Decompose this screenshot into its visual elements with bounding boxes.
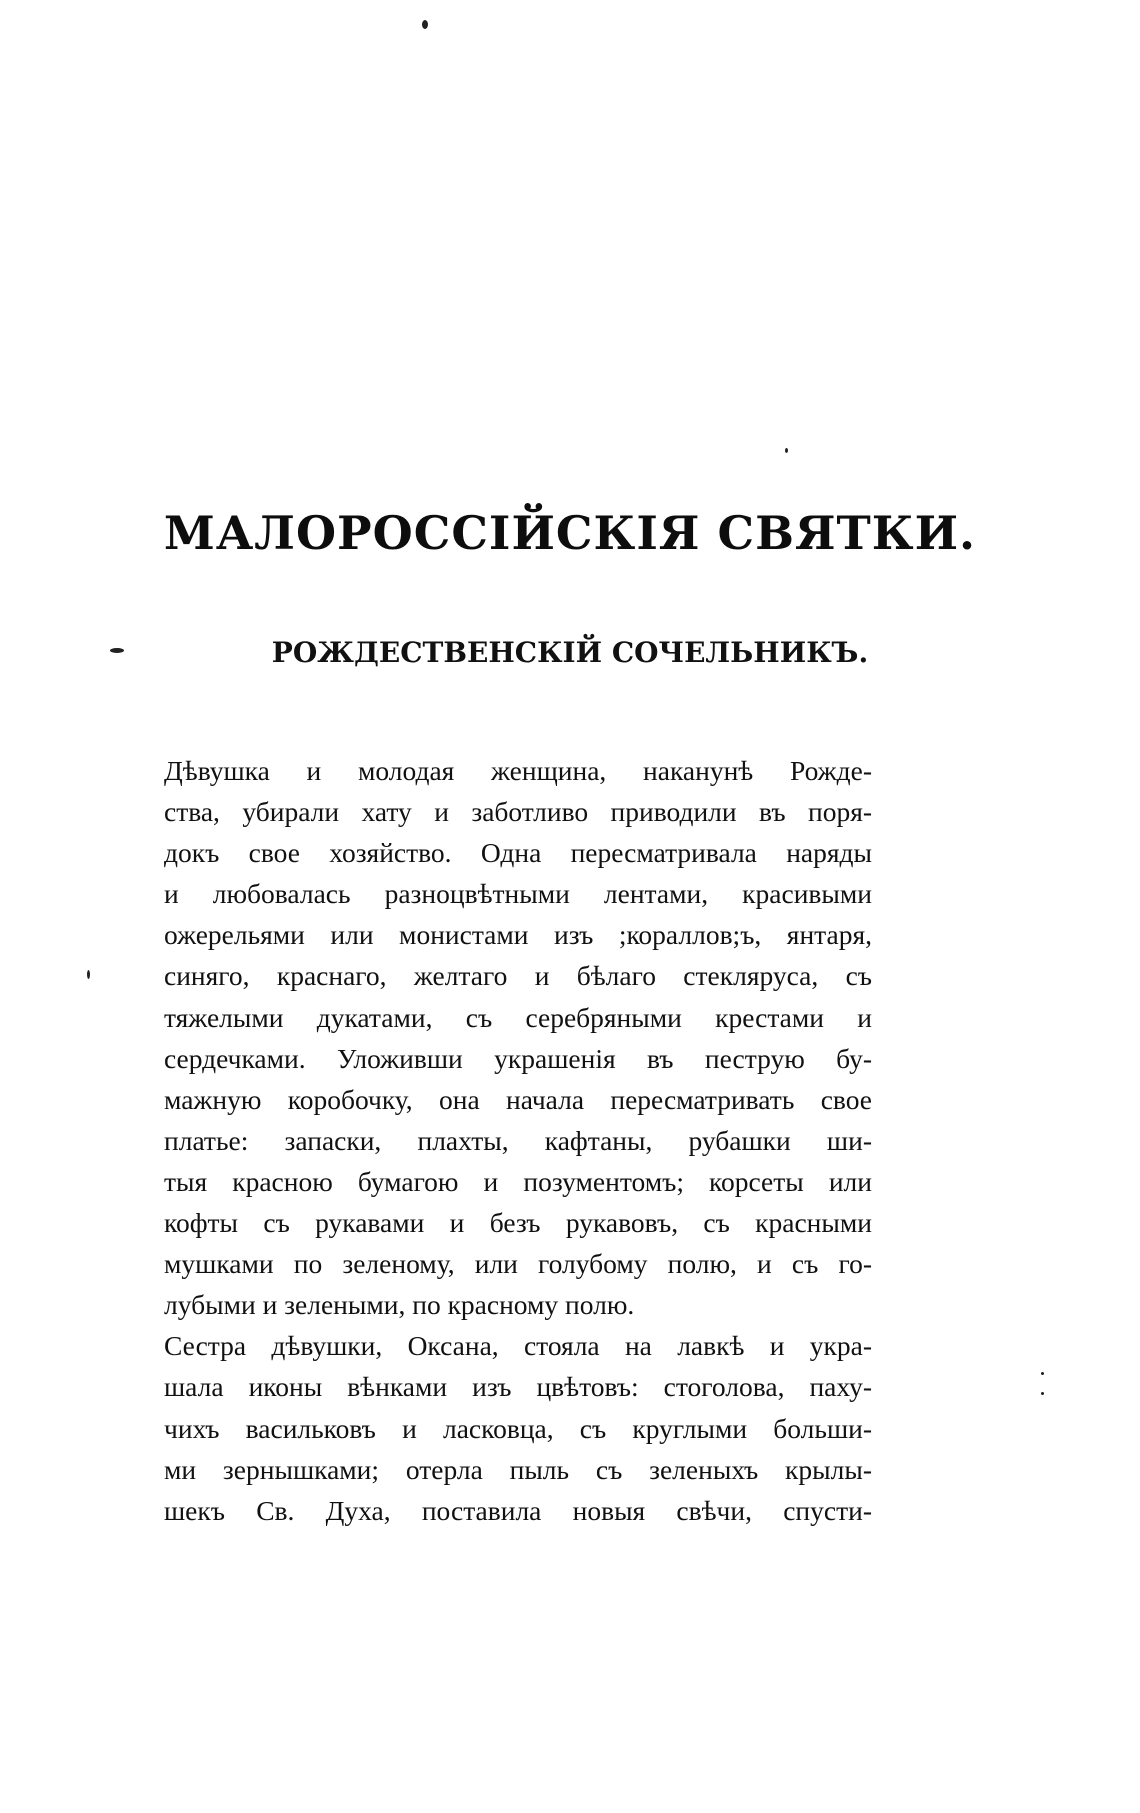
text-line: докъ свое хозяйство. Одна пересматривала наряды (164, 837, 872, 869)
ink-speck (785, 448, 788, 453)
text-line: тяжелыми дукатами, съ серебряными крестами и (164, 1001, 872, 1033)
text-line: шала иконы вѣнками изъ цвѣтовъ: стоголова, паху- (164, 1371, 872, 1403)
ink-speck (87, 970, 90, 979)
section-subtitle: РОЖДЕСТВЕНСКІЙ СОЧЕЛЬНИКЪ. (271, 636, 869, 669)
text-line: синяго, краснаго, желтаго и бѣлаго стекляруса, съ (164, 960, 872, 992)
ink-speck (1041, 1372, 1044, 1375)
ink-speck (110, 648, 124, 653)
text-line: Дѣвушка и молодая женщина, наканунѣ Рожде- (164, 755, 872, 786)
text-line: мажную коробочку, она начала пересматривать свое (164, 1083, 872, 1115)
text-line: ми зернышками; отерла пыль съ зеленыхъ крылы- (164, 1453, 872, 1485)
text-line: лубыми и зелеными, по красному полю. (164, 1289, 635, 1321)
chapter-title: МАЛОРОССІЙСКІЯ СВЯТКИ. (163, 506, 977, 560)
body-text (164, 750, 872, 1531)
text-line: шекъ Св. Духа, поставила новыя свѣчи, спусти- (164, 1494, 872, 1526)
text-line: кофты съ рукавами и безъ рукавовъ, съ красными (164, 1207, 872, 1239)
text-line: платье: запаски, плахты, кафтаны, рубашки ши- (164, 1124, 872, 1156)
text-line: и любовалась разноцвѣтными лентами, красивыми (164, 878, 872, 910)
text-line: сердечками. Уложивши украшенія въ пеструю бу- (164, 1042, 872, 1074)
text-line: чихъ васильковъ и ласковца, съ круглыми больши- (164, 1412, 872, 1444)
text-line: ства, убирали хату и заботливо приводили въ поря- (164, 796, 872, 828)
text-line: ожерельями или монистами изъ ;кораллов;ъ, янтаря, (164, 919, 872, 951)
ink-speck (1041, 1392, 1044, 1395)
ink-speck (422, 20, 428, 29)
text-line: Сестра дѣвушки, Оксана, стояла на лавкѣ и укра- (164, 1330, 872, 1362)
text-line: тыя красною бумагою и позументомъ; корсеты или (164, 1165, 872, 1197)
text-line: мушками по зеленому, или голубому полю, и съ го- (164, 1248, 872, 1280)
